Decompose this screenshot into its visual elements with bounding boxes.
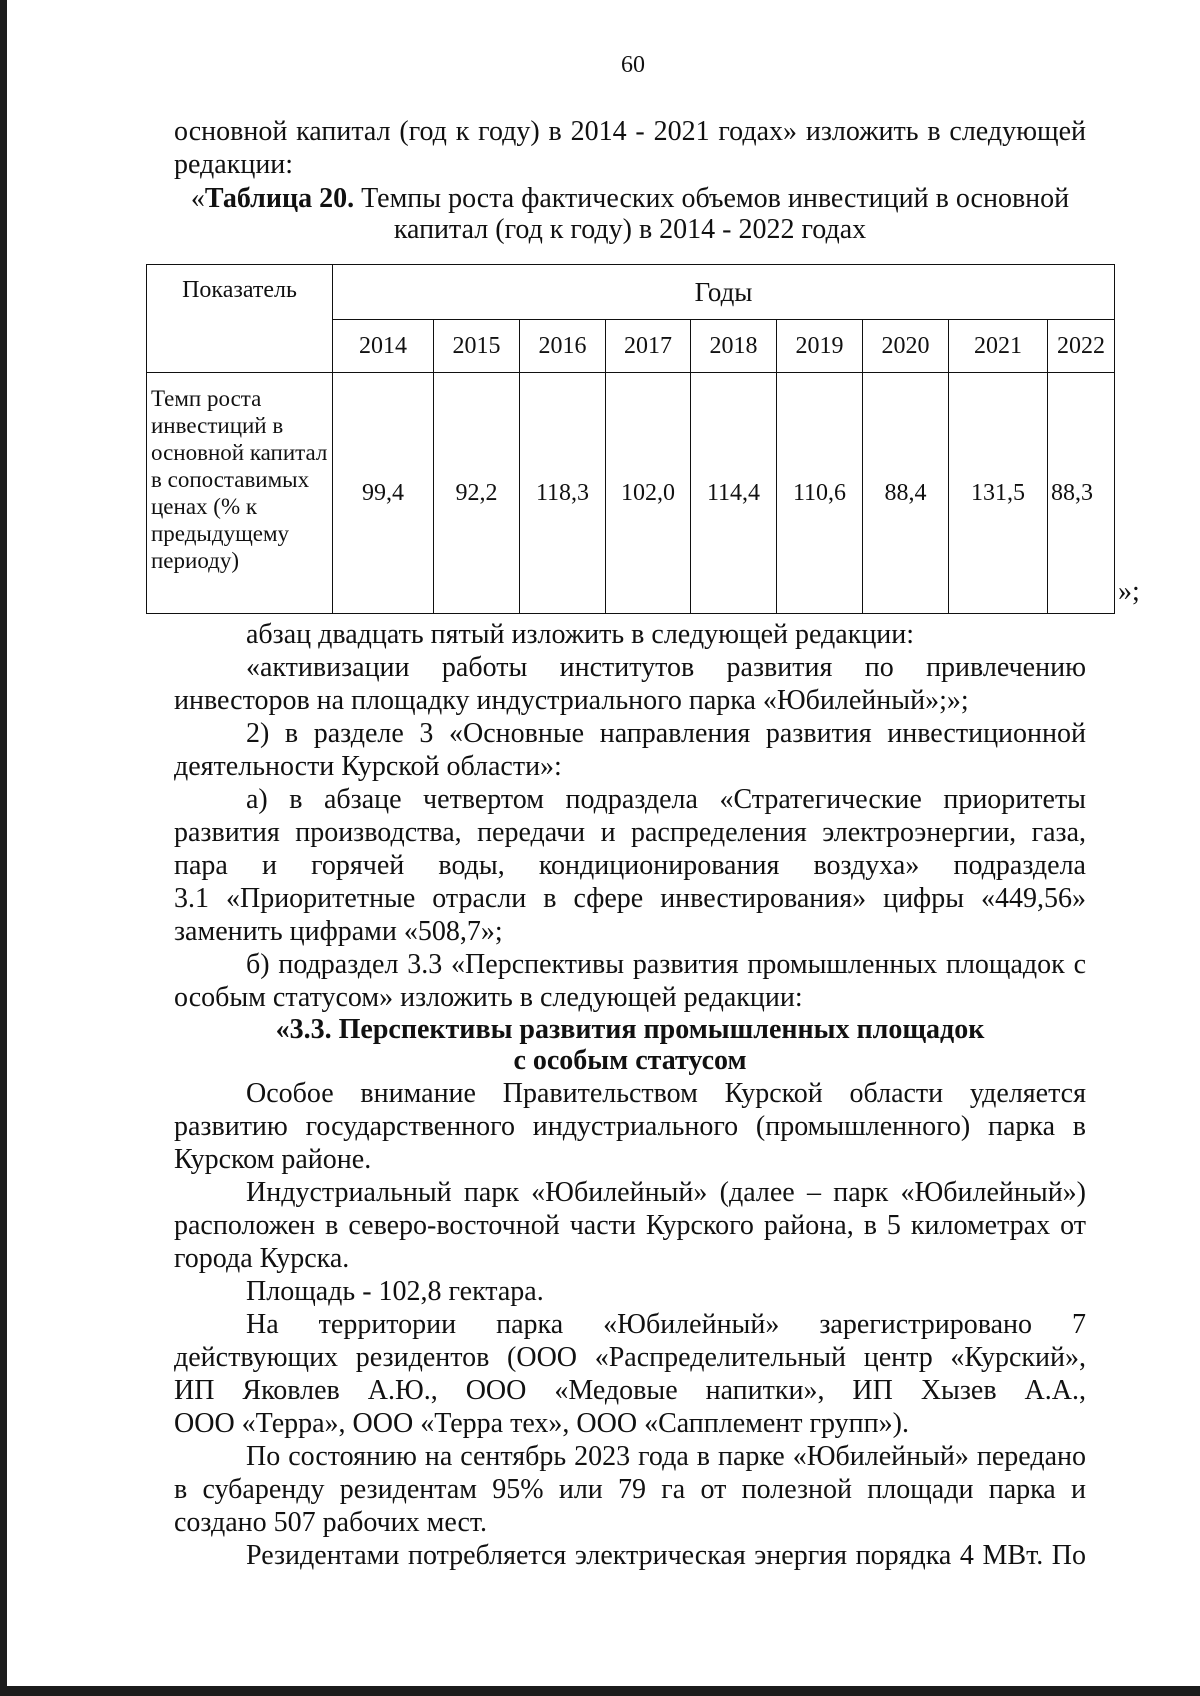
paragraph-2-line-2: инвесторов на площадку индустриального парка «Юбилейный»;»; bbox=[174, 685, 969, 716]
indicator-label: Темп роста инвестиций в основной капитал в сопоставимых ценах (% к предыдущему периоду) bbox=[147, 373, 333, 614]
paragraph-4-line-5: заменить цифрами «508,7»; bbox=[174, 916, 503, 947]
paragraph-9-line-2: действующих резидентов (ООО «Распределительный центр «Курский», bbox=[174, 1342, 1086, 1373]
year-2020: 2020 bbox=[863, 320, 949, 373]
year-2015: 2015 bbox=[434, 320, 520, 373]
paragraph-7-line-3: города Курска. bbox=[174, 1243, 350, 1274]
table-data-row bbox=[147, 373, 1115, 614]
investment-growth-table bbox=[146, 264, 1115, 614]
paragraph-5-line-2: особым статусом» изложить в следующей редакции: bbox=[174, 982, 803, 1013]
value-2017: 102,0 bbox=[606, 373, 691, 614]
paragraph-9-line-4: ООО «Терра», ООО «Терра тех», ООО «Сапплемент групп»). bbox=[174, 1408, 909, 1439]
paragraph-8: Площадь - 102,8 гектара. bbox=[246, 1276, 544, 1307]
paragraph-7-line-1: Индустриальный парк «Юбилейный» (далее – парк «Юбилейный») bbox=[246, 1177, 1086, 1208]
value-2022: 88,3 bbox=[1048, 373, 1115, 614]
intro-line-1: основной капитал (год к году) в 2014 - 2021 годах» изложить в следующей bbox=[174, 116, 1086, 147]
value-2018: 114,4 bbox=[691, 373, 777, 614]
paragraph-6-line-2: развитию государственного индустриального (промышленного) парка в bbox=[174, 1111, 1086, 1142]
scan-border-left bbox=[0, 0, 7, 1696]
table-caption-line-2: капитал (год к году) в 2014 - 2022 годах bbox=[393, 214, 867, 245]
year-2021: 2021 bbox=[949, 320, 1048, 373]
paragraph-4-line-3: пара и горячей воды, кондиционирования воздуха» подраздела bbox=[174, 850, 1086, 881]
value-2014: 99,4 bbox=[333, 373, 434, 614]
paragraph-7-line-2: расположен в северо-восточной части Курского района, в 5 километрах от bbox=[174, 1210, 1086, 1241]
paragraph-6-line-1: Особое внимание Правительством Курской области уделяется bbox=[246, 1078, 1086, 1109]
caption-prefix: « bbox=[190, 183, 205, 214]
table-caption-line-1 bbox=[160, 182, 1100, 215]
value-2019: 110,6 bbox=[777, 373, 863, 614]
paragraph-4-line-2: развития производства, передачи и распределения электроэнергии, газа, bbox=[174, 817, 1086, 848]
paragraph-10-line-3: создано 507 рабочих мест. bbox=[174, 1507, 488, 1538]
page-number: 60 bbox=[621, 52, 645, 78]
section-heading-line-2: с особым статусом bbox=[513, 1045, 747, 1076]
paragraph-9-line-3: ИП Яковлев А.Ю., ООО «Медовые напитки», ИП Хызев А.А., bbox=[174, 1375, 1086, 1406]
year-2019: 2019 bbox=[777, 320, 863, 373]
caption-title: Темпы роста фактических объемов инвестиций в основной bbox=[354, 183, 1070, 214]
indicator-header: Показатель bbox=[147, 265, 333, 373]
scan-border-bottom bbox=[0, 1686, 1200, 1696]
year-2018: 2018 bbox=[691, 320, 777, 373]
paragraph-5-line-1: б) подраздел 3.3 «Перспективы развития промышленных площадок с bbox=[246, 949, 1086, 980]
paragraph-4-line-1: а) в абзаце четвертом подраздела «Стратегические приоритеты bbox=[246, 784, 1086, 815]
years-header: Годы bbox=[333, 265, 1115, 320]
value-2016: 118,3 bbox=[520, 373, 606, 614]
paragraph-2-line-1: «активизации работы институтов развития по привлечению bbox=[246, 652, 1086, 683]
paragraph-9-line-1: На территории парка «Юбилейный» зарегистрировано 7 bbox=[246, 1309, 1086, 1340]
section-heading-line-1: «3.3. Перспективы развития промышленных площадок bbox=[275, 1014, 985, 1045]
year-2016: 2016 bbox=[520, 320, 606, 373]
table-closing-quote: »; bbox=[1118, 576, 1140, 607]
paragraph-10-line-1: По состоянию на сентябрь 2023 года в парке «Юбилейный» передано bbox=[246, 1441, 1086, 1472]
year-2022: 2022 bbox=[1048, 320, 1115, 373]
paragraph-1: абзац двадцать пятый изложить в следующей редакции: bbox=[246, 619, 915, 650]
year-2017: 2017 bbox=[606, 320, 691, 373]
paragraph-6-line-3: Курском районе. bbox=[174, 1144, 372, 1175]
value-2020: 88,4 bbox=[863, 373, 949, 614]
table-header-row bbox=[147, 265, 1115, 320]
paragraph-3-line-1: 2) в разделе 3 «Основные направления развития инвестиционной bbox=[246, 718, 1086, 749]
paragraph-11-line-1: Резидентами потребляется электрическая энергия порядка 4 МВт. По bbox=[246, 1540, 1086, 1571]
paragraph-3-line-2: деятельности Курской области»: bbox=[174, 751, 562, 782]
paragraph-10-line-2: в субаренду резидентам 95% или 79 га от полезной площади парка и bbox=[174, 1474, 1086, 1505]
value-2015: 92,2 bbox=[434, 373, 520, 614]
intro-line-2: редакции: bbox=[174, 149, 294, 180]
paragraph-4-line-4: 3.1 «Приоритетные отрасли в сфере инвестирования» цифры «449,56» bbox=[174, 883, 1086, 914]
year-2014: 2014 bbox=[333, 320, 434, 373]
caption-table-number: Таблица 20. bbox=[204, 183, 355, 214]
value-2021: 131,5 bbox=[949, 373, 1048, 614]
